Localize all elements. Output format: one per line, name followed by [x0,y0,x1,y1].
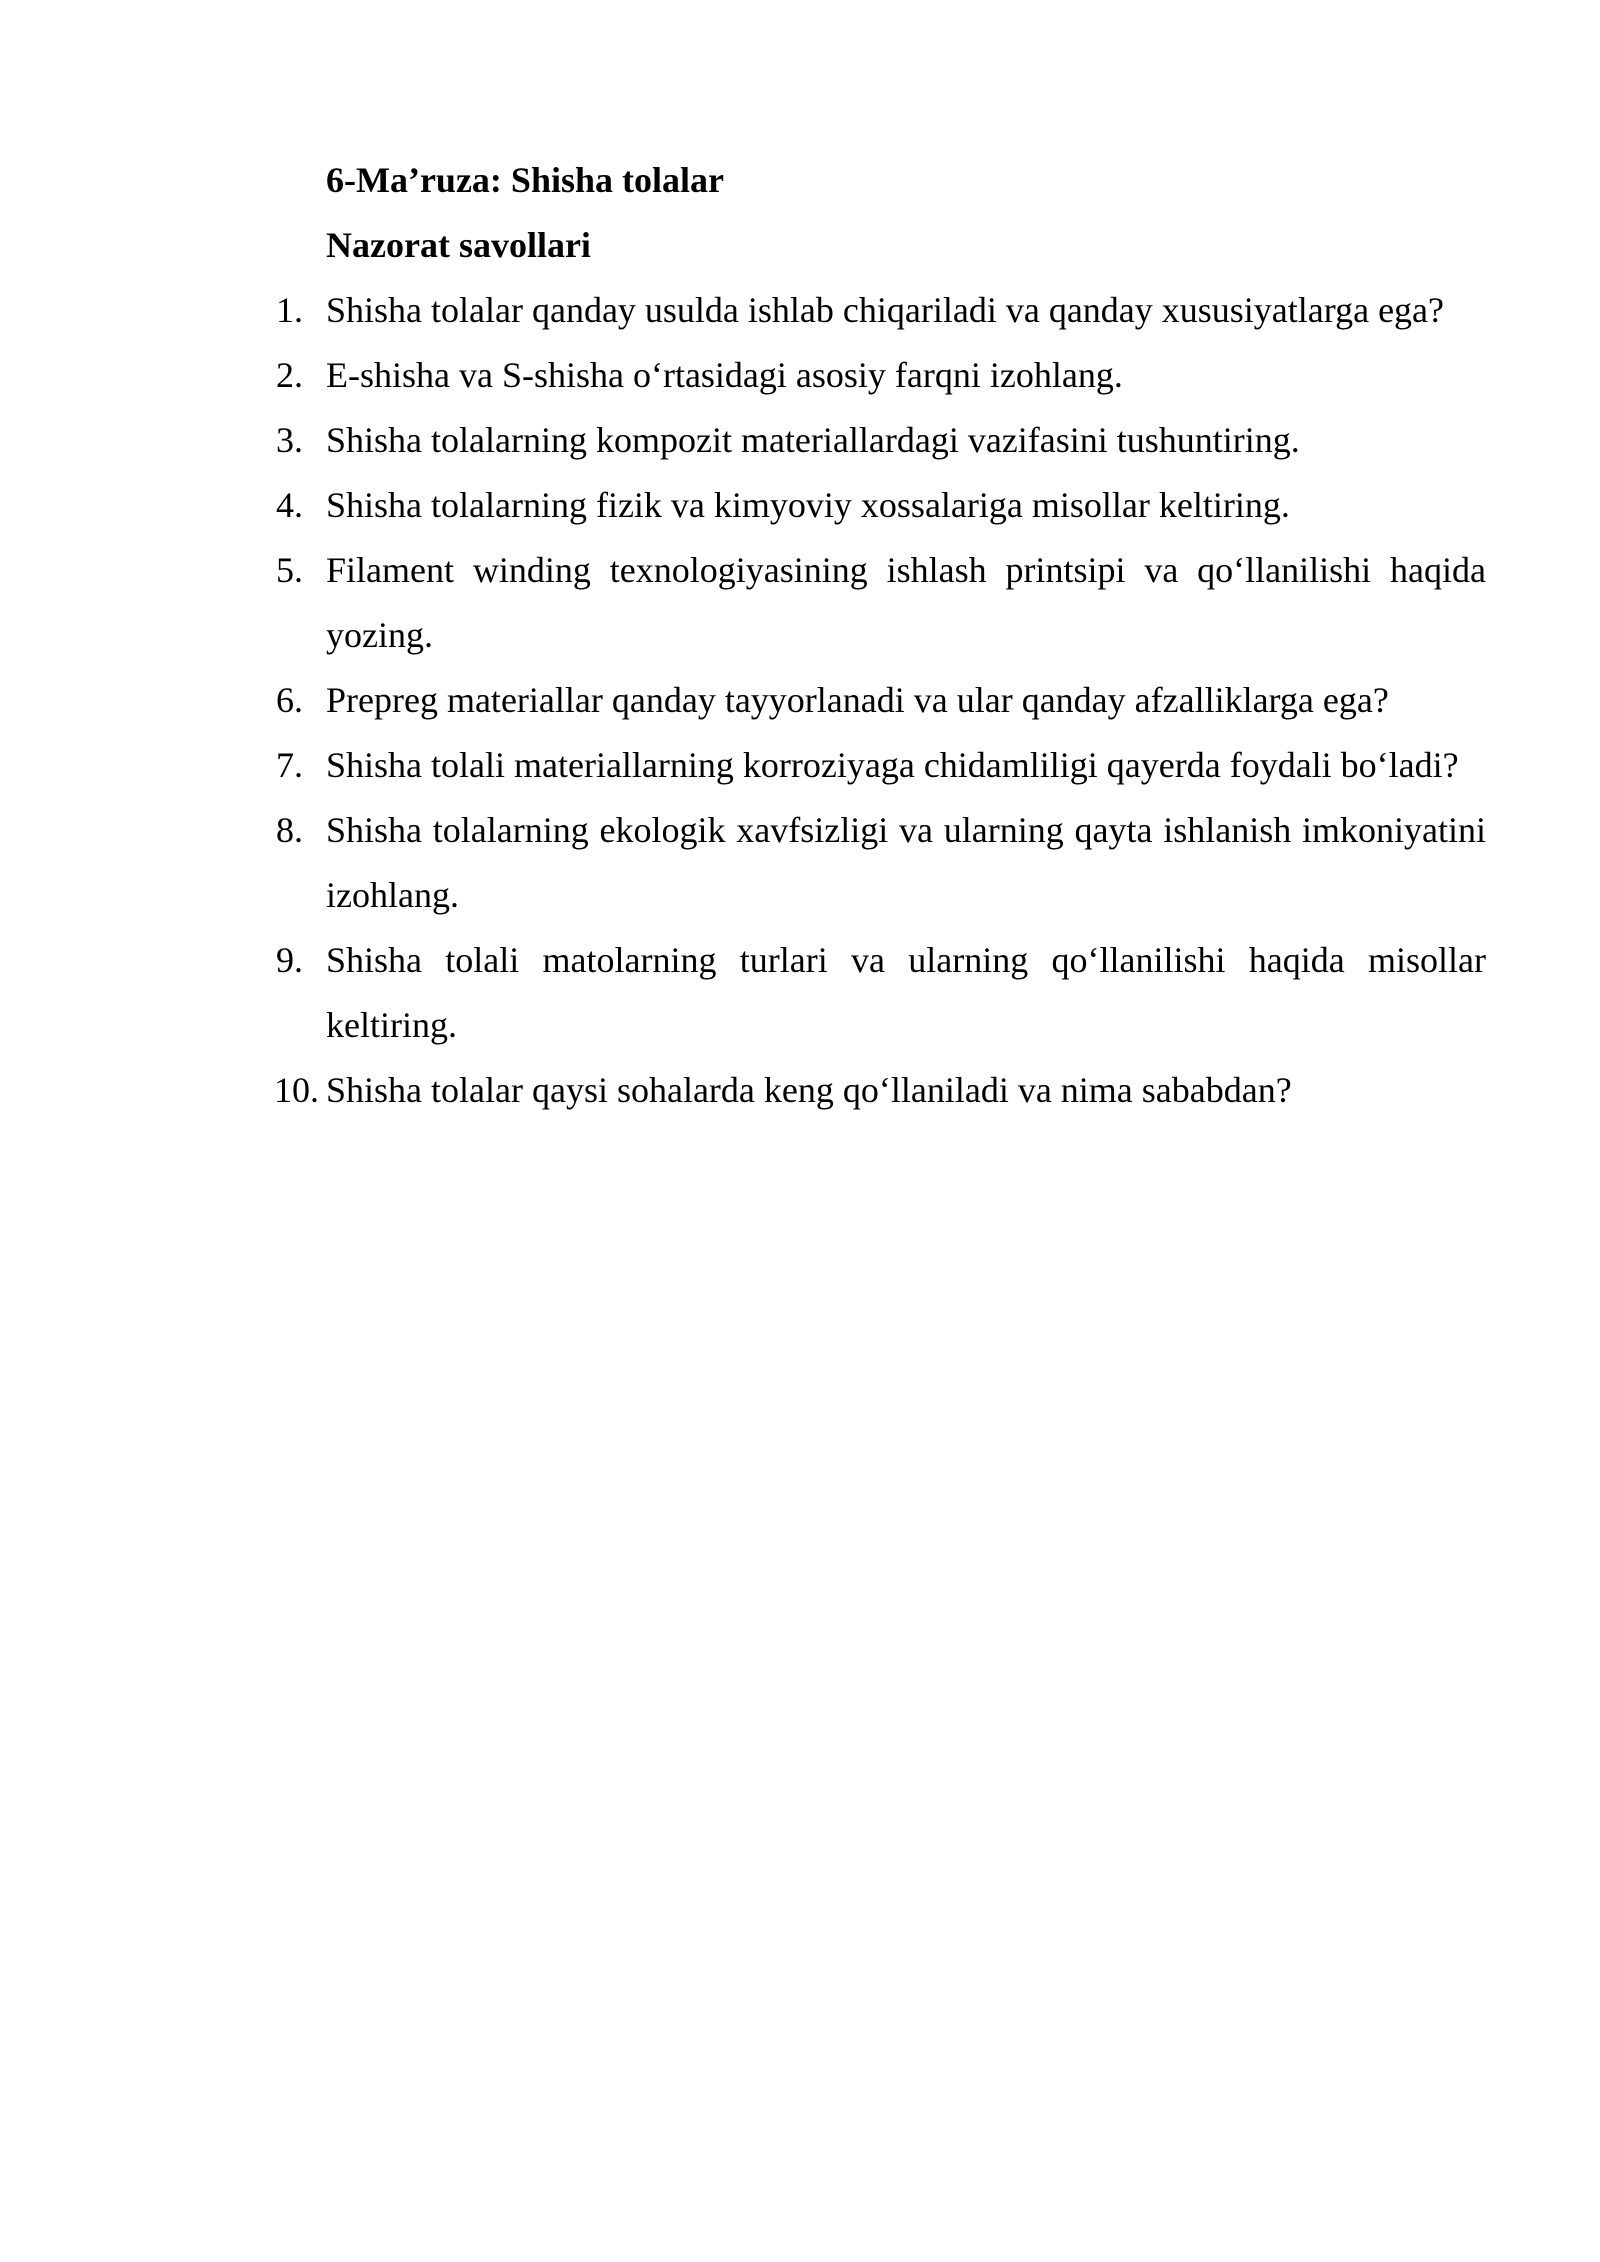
question-number: 10. [274,1070,319,1110]
question-item [276,473,1486,538]
question-item [276,733,1486,798]
question-text: Shisha tolali materiallarning korroziyaga chidamliligi qayerda foydali bo‘ladi? [326,745,1459,785]
question-item [276,408,1486,473]
question-item [276,278,1486,343]
question-item [276,538,1486,668]
question-text: Shisha tolalarning ekologik xavfsizligi va ularning qayta ishlanish imkoniyatini izohlang. [326,810,1486,915]
questions-list [274,278,1486,1123]
question-number: 1. [276,290,303,330]
question-item [276,343,1486,408]
question-item [276,928,1486,1058]
question-number: 3. [276,420,303,460]
question-item [276,798,1486,928]
lecture-title: 6-Ma’ruza: Shisha tolalar [326,160,724,200]
question-number: 9. [276,940,303,980]
question-text: Shisha tolalarning fizik va kimyoviy xossalariga misollar keltiring. [326,485,1290,525]
question-text: Shisha tolalar qaysi sohalarda keng qo‘llaniladi va nima sababdan? [326,1070,1292,1110]
question-number: 5. [276,550,303,590]
document-content [274,148,1486,1123]
question-text: Prepreg materiallar qanday tayyorlanadi va ular qanday afzalliklarga ega? [326,680,1389,720]
question-text: E-shisha va S-shisha o‘rtasidagi asosiy farqni izohlang. [326,355,1123,395]
question-number: 4. [276,485,303,525]
question-item [274,1058,1486,1123]
question-number: 7. [276,745,303,785]
question-number: 2. [276,355,303,395]
question-text: Shisha tolalarning kompozit materiallardagi vazifasini tushuntiring. [326,420,1300,460]
question-number: 8. [276,810,303,850]
question-text: Shisha tolali matolarning turlari va ularning qo‘llanilishi haqida misollar keltiring. [326,940,1486,1045]
question-text: Shisha tolalar qanday usulda ishlab chiqariladi va qanday xususiyatlarga ega? [326,290,1445,330]
question-item [276,668,1486,733]
question-number: 6. [276,680,303,720]
question-text: Filament winding texnologiyasining ishlash printsipi va qo‘llanilishi haqida yozing. [326,550,1486,655]
section-subtitle: Nazorat savollari [326,225,591,265]
